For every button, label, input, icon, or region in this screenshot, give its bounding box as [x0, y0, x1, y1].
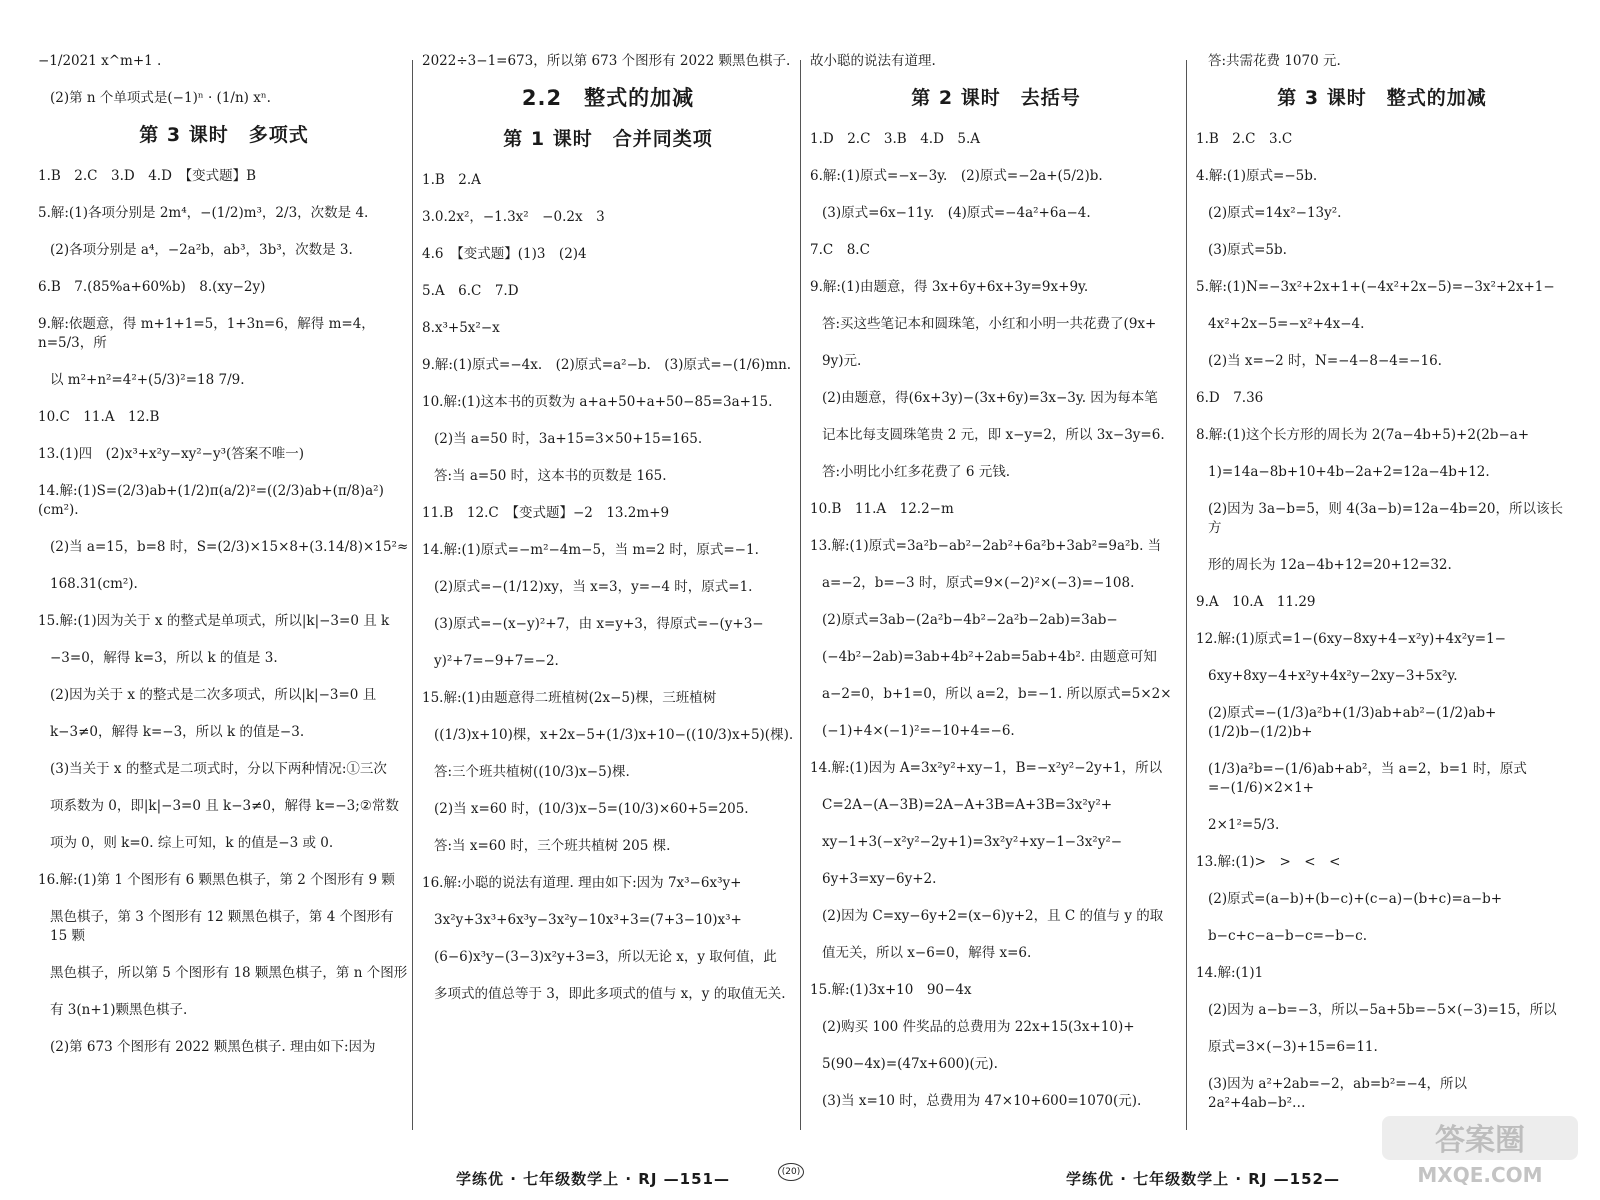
answer-line: −1/2021 x^m+1 . — [38, 53, 162, 69]
answer-line: (3)原式=6x−11y. (4)原式=−4a²+6a−4. — [822, 205, 1091, 221]
answer-line: 3x²y+3x³+6x³y−3x²y−10x³+3=(7+3−10)x³+ — [434, 912, 742, 928]
answer-line: 15.解:(1)因为关于 x 的整式是单项式，所以|k|−3=0 且 k — [38, 613, 390, 629]
answer-line: 5.解:(1)N=−3x²+2x+1+(−4x²+2x−5)=−3x²+2x+1− — [1196, 279, 1555, 295]
answer-line: 9.解:(1)由题意，得 3x+6y+6x+3y=9x+9y. — [810, 279, 1089, 295]
answer-line: 8.解:(1)这个长方形的周长为 2(7a−4b+5)+2(2b−a+ — [1196, 427, 1530, 443]
answer-line: 4.6 【变式题】(1)3 (2)4 — [422, 246, 587, 262]
answer-line: (2)购买 100 件奖品的总费用为 22x+15(3x+10)+ — [822, 1019, 1135, 1035]
answer-line: (2)各项分别是 a⁴，−2a²b，ab³，3b³，次数是 3. — [50, 242, 353, 258]
answer-line: a−2=0，b+1=0，所以 a=2，b=−1. 所以原式=5×2× — [822, 686, 1172, 702]
answer-line: k−3≠0，解得 k=−3，所以 k 的值是−3. — [50, 724, 305, 740]
section-heading: 第 3 课时 整式的加减 — [1277, 87, 1487, 109]
answer-line: 168.31(cm²). — [50, 576, 138, 592]
answer-line: 10.B 11.A 12.2−m — [810, 501, 954, 517]
answer-line: (−4b²−2ab)=3ab+4b²+2ab=5ab+4b². 由题意可知 — [822, 649, 1157, 665]
page-center-mark: (20) — [778, 1163, 804, 1181]
answer-column-1 — [38, 52, 410, 1132]
answer-line: 14.解:(1)1 — [1196, 965, 1264, 981]
answer-line: 值无关，所以 x−6=0，解得 x=6. — [822, 945, 1032, 961]
answer-line: (3)当 x=10 时，总费用为 47×10+600=1070(元). — [822, 1093, 1142, 1109]
answer-line: 答:共需花费 1070 元. — [1208, 53, 1341, 69]
answer-line: 13.解:(1)原式=3a²b−ab²−2ab²+6a²b+3ab²=9a²b. 当 — [810, 538, 1162, 554]
answer-line: (3)因为 a²+2ab=−2，ab=b²=−4，所以 2a²+4ab−b²… — [1208, 1076, 1467, 1111]
answer-line: 答:当 x=60 时，三个班共植树 205 棵. — [434, 838, 671, 854]
answer-line: ((1/3)x+10)棵，x+2x−5+(1/3)x+10−((10/3)x+5)(棵). — [434, 727, 794, 743]
answer-line: 原式=3×(−3)+15=6=11. — [1208, 1039, 1378, 1055]
answer-line: 11.B 12.C 【变式题】−2 13.2m+9 — [422, 505, 670, 521]
answer-line: 12.解:(1)原式=1−(6xy−8xy+4−x²y)+4x²y=1− — [1196, 631, 1506, 647]
answer-line: xy−1+3(−x²y²−2y+1)=3x²y²+xy−1−3x²y²− — [822, 834, 1123, 850]
answer-line: (2)原式=−(1/12)xy，当 x=3，y=−4 时，原式=1. — [434, 579, 753, 595]
answer-line: 9.A 10.A 11.29 — [1196, 594, 1316, 610]
answer-line: 1)=14a−8b+10+4b−2a+2=12a−4b+12. — [1208, 464, 1490, 480]
answer-line: 8.x³+5x²−x — [422, 320, 500, 336]
answer-line: y)²+7=−9+7=−2. — [434, 653, 559, 669]
answer-column-4 — [1196, 52, 1568, 1132]
answer-line: 有 3(n+1)颗黑色棋子. — [50, 1002, 188, 1018]
answer-line: 答:当 a=50 时，这本书的页数是 165. — [434, 468, 667, 484]
answer-line: 黑色棋子，所以第 5 个图形有 18 颗黑色棋子，第 n 个图形 — [50, 965, 408, 981]
answer-line: 答:买这些笔记本和圆珠笔，小红和小明一共花费了(9x+ — [822, 316, 1157, 332]
answer-line: C=2A−(A−3B)=2A−A+3B=A+3B=3x²y²+ — [822, 797, 1113, 813]
answer-line: (2)因为 a−b=−3，所以−5a+5b=−5×(−3)=15，所以 — [1208, 1002, 1557, 1018]
answer-line: (3)原式=−(x−y)²+7，由 x=y+3，得原式=−(y+3− — [434, 616, 764, 632]
answer-line: 16.解:小聪的说法有道理. 理由如下:因为 7x³−6x³y+ — [422, 875, 742, 891]
answer-column-3 — [810, 52, 1182, 1132]
watermark-bottom-text: MXQE.COM — [1417, 1163, 1543, 1187]
watermark-logo — [1380, 1108, 1580, 1188]
answer-line: 以 m²+n²=4²+(5/3)²=18 7/9. — [50, 372, 245, 388]
answer-line: 1.B 2.A — [422, 172, 481, 188]
answer-line: (2)当 x=60 时，(10/3)x−5=(10/3)×60+5=205. — [434, 801, 749, 817]
answer-line: b−c+c−a−b−c=−b−c. — [1208, 928, 1368, 944]
answer-line: 9.解:依题意，得 m+1+1=5，1+3n=6，解得 m=4，n=5/3，所 — [38, 316, 375, 351]
watermark-top-text: 答案圈 — [1435, 1123, 1525, 1158]
answer-line: 6.解:(1)原式=−x−3y. (2)原式=−2a+(5/2)b. — [810, 168, 1103, 184]
answer-line: 故小聪的说法有道理. — [810, 53, 936, 69]
answer-line: 6xy+8xy−4+x²y+4x²y−2xy−3+5x²y. — [1208, 668, 1458, 684]
column-divider — [800, 60, 801, 1130]
answer-line: 2022÷3−1=673，所以第 673 个图形有 2022 颗黑色棋子. — [422, 53, 791, 69]
answer-line: 9y)元. — [822, 353, 862, 369]
answer-line: 1.B 2.C 3.C — [1196, 131, 1293, 147]
answer-line: (3)原式=5b. — [1208, 242, 1287, 258]
answer-line: 15.解:(1)由题意得二班植树(2x−5)棵，三班植树 — [422, 690, 717, 706]
answer-line: 9.解:(1)原式=−4x. (2)原式=a²−b. (3)原式=−(1/6)mn. — [422, 357, 792, 373]
answer-line: (2)第 673 个图形有 2022 颗黑色棋子. 理由如下:因为 — [50, 1039, 376, 1055]
section-heading: 2.2 整式的加减 — [521, 86, 695, 110]
answer-line: (2)原式=(a−b)+(b−c)+(c−a)−(b+c)=a−b+ — [1208, 891, 1503, 907]
answer-line: 形的周长为 12a−4b+12=20+12=32. — [1208, 557, 1452, 573]
answer-line: 10.C 11.A 12.B — [38, 409, 160, 425]
answer-line: (2)因为关于 x 的整式是二次多项式，所以|k|−3=0 且 — [50, 687, 377, 703]
answer-line: 1.D 2.C 3.B 4.D 5.A — [810, 131, 981, 147]
answer-line: 4x²+2x−5=−x²+4x−4. — [1208, 316, 1365, 332]
answer-line: 答:三个班共植树((10/3)x−5)棵. — [434, 764, 630, 780]
answer-line: 13.解:(1)> > < < — [1196, 854, 1341, 870]
answer-line: 黑色棋子，第 3 个图形有 12 颗黑色棋子，第 4 个图形有 15 颗 — [50, 909, 394, 944]
answer-line: 13.(1)四 (2)x³+x²y−xy²−y³(答案不唯一) — [38, 446, 305, 462]
answer-line: 15.解:(1)3x+10 90−4x — [810, 982, 972, 998]
answer-line: (2)当 a=50 时，3a+15=3×50+15=165. — [434, 431, 703, 447]
answer-line: (3)当关于 x 的整式是二项式时，分以下两种情况:①三次 — [50, 761, 387, 777]
answer-line: 6.B 7.(85%a+60%b) 8.(xy−2y) — [38, 279, 266, 295]
answer-line: (2)当 x=−2 时，N=−4−8−4=−16. — [1208, 353, 1442, 369]
section-heading: 第 2 课时 去括号 — [911, 87, 1081, 109]
answer-line: 5.A 6.C 7.D — [422, 283, 519, 299]
answer-line: a=−2，b=−3 时，原式=9×(−2)²×(−3)=−108. — [822, 575, 1135, 591]
answer-line: (−1)+4×(−1)²=−10+4=−6. — [822, 723, 1015, 739]
answer-column-2 — [422, 52, 794, 1132]
answer-line: −3=0，解得 k=3，所以 k 的值是 3. — [50, 650, 278, 666]
answer-line: (2)第 n 个单项式是(−1)ⁿ · (1/n) xⁿ. — [50, 90, 271, 106]
answer-line: 5(90−4x)=(47x+600)(元). — [822, 1056, 998, 1072]
answer-line: 10.解:(1)这本书的页数为 a+a+50+a+50−85=3a+15. — [422, 394, 773, 410]
answer-line: 16.解:(1)第 1 个图形有 6 颗黑色棋子，第 2 个图形有 9 颗 — [38, 872, 395, 888]
answer-line: 5.解:(1)各项分别是 2m⁴，−(1/2)m³，2/3，次数是 4. — [38, 205, 369, 221]
answer-line: (2)由题意，得(6x+3y)−(3x+6y)=3x−3y. 因为每本笔 — [822, 390, 1158, 406]
page-footer-right: 学练优 · 七年级数学上 · RJ —152— — [1066, 1170, 1340, 1188]
answer-line: 6y+3=xy−6y+2. — [822, 871, 937, 887]
answer-line: 14.解:(1)原式=−m²−4m−5，当 m=2 时，原式=−1. — [422, 542, 759, 558]
answer-line: 答:小明比小红多花费了 6 元钱. — [822, 464, 1011, 480]
answer-line: (2)原式=14x²−13y². — [1208, 205, 1342, 221]
answer-line: 6.D 7.36 — [1196, 390, 1264, 406]
answer-line: (2)原式=−(1/3)a²b+(1/3)ab+ab²−(1/2)ab+(1/2)b−(1/2)b+ — [1208, 705, 1497, 740]
answer-line: 7.C 8.C — [810, 242, 870, 258]
answer-line: (2)因为 C=xy−6y+2=(x−6)y+2，且 C 的值与 y 的取 — [822, 908, 1164, 924]
answer-line: (2)原式=3ab−(2a²b−4b²−2a²b−2ab)=3ab− — [822, 612, 1118, 628]
answer-line: 1.B 2.C 3.D 4.D 【变式题】B — [38, 168, 257, 184]
answer-line: 多项式的值总等于 3，即此多项式的值与 x，y 的取值无关. — [434, 986, 786, 1002]
answer-line: 项为 0，则 k=0. 综上可知，k 的值是−3 或 0. — [50, 835, 334, 851]
answer-line: (1/3)a²b=−(1/6)ab+ab²，当 a=2，b=1 时，原式=−(1/6)×2×1+ — [1208, 761, 1527, 796]
answer-line: 3.0.2x²，−1.3x² −0.2x 3 — [422, 209, 605, 225]
column-divider — [1186, 60, 1187, 1130]
answer-line: (2)因为 3a−b=5，则 4(3a−b)=12a−4b=20，所以该长方 — [1208, 501, 1563, 536]
answer-line: (6−6)x³y−(3−3)x²y+3=3，所以无论 x，y 取何值，此 — [434, 949, 777, 965]
answer-line: 14.解:(1)因为 A=3x²y²+xy−1，B=−x²y²−2y+1，所以 — [810, 760, 1163, 776]
answer-line: 2×1²=5/3. — [1208, 817, 1280, 833]
section-heading: 第 3 课时 多项式 — [139, 124, 309, 146]
answer-line: (2)当 a=15，b=8 时，S=(2/3)×15×8+(3.14/8)×15²≈ — [50, 539, 409, 555]
answer-line: 记本比每支圆珠笔贵 2 元，即 x−y=2，所以 3x−3y=6. — [822, 427, 1165, 443]
column-divider — [412, 60, 413, 1130]
page-footer-left: 学练优 · 七年级数学上 · RJ —151— — [456, 1170, 730, 1188]
answer-line: 项系数为 0，即|k|−3=0 且 k−3≠0，解得 k=−3;②常数 — [50, 798, 399, 814]
answer-line: 14.解:(1)S=(2/3)ab+(1/2)π(a/2)²=((2/3)ab+(π/8)a²)(cm²). — [38, 483, 384, 518]
answer-line: 4.解:(1)原式=−5b. — [1196, 168, 1318, 184]
section-heading: 第 1 课时 合并同类项 — [503, 128, 713, 150]
